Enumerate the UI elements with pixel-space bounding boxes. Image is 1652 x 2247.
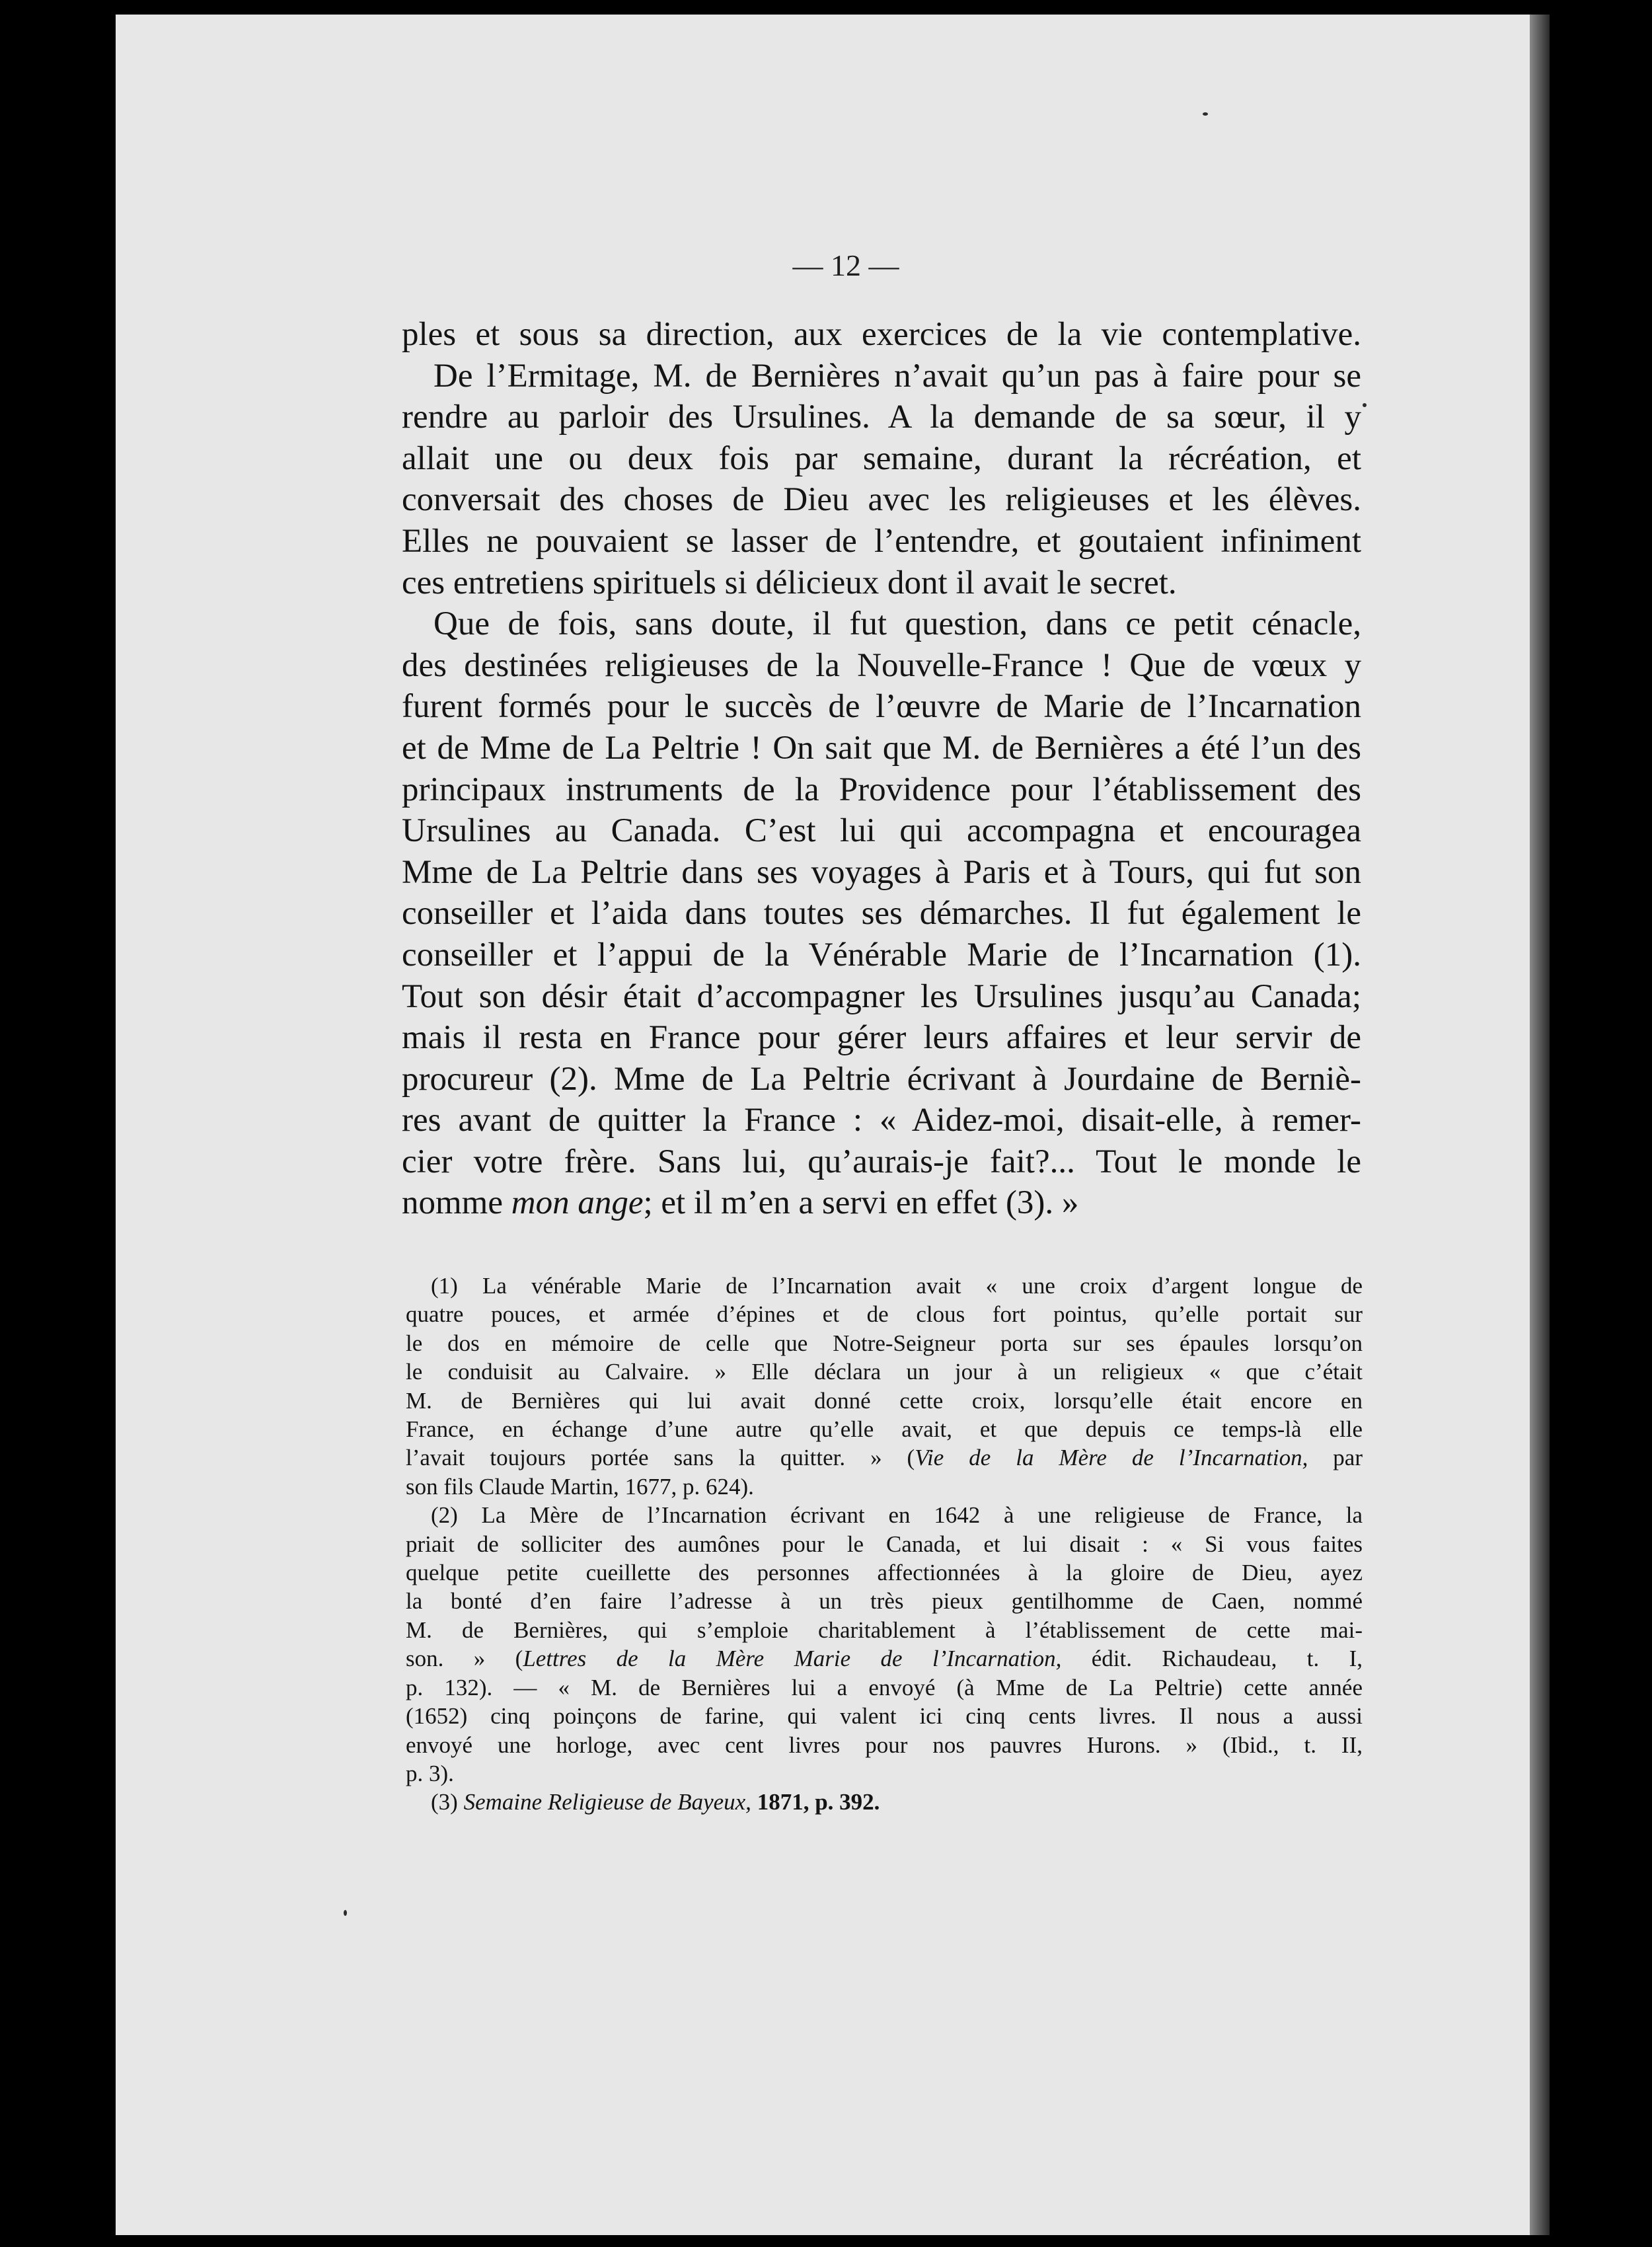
dust-speck: [344, 1910, 347, 1916]
body-line: Tout son désir était d’accompagner les Ursulines jusqu’au Canada;: [402, 977, 1361, 1015]
footnote-line: (2) La Mère de l’Incarnation écrivant en 1642 à une religieuse de France, la: [431, 1502, 1363, 1529]
body-line: furent formés pour le succès de l’œuvre de Marie de l’Incarnation: [402, 688, 1361, 726]
italic-phrase: mon ange: [511, 1184, 644, 1222]
footnote-3: [406, 1788, 1363, 1816]
dust-speck: [1203, 112, 1208, 116]
footnotes: [406, 1272, 1363, 1817]
body-line: res avant de quitter la France : « Aidez-moi, disait-elle, à remer-: [402, 1102, 1361, 1139]
body-line: conseiller et l’aida dans toutes ses démarches. Il fut également le: [402, 895, 1361, 933]
body-line: Elles ne pouvaient se lasser de l’entendre, et goutaient infiniment: [402, 522, 1361, 560]
body-line: Que de fois, sans doute, il fut question, dans ce petit cénacle,: [433, 605, 1361, 643]
footnote-line: M. de Bernières qui lui avait donné cette croix, lorsqu’elle était encore en: [406, 1387, 1363, 1414]
footnote-line: [406, 1443, 1363, 1472]
body-line: mais il resta en France pour gérer leurs affaires et leur servir de: [402, 1019, 1361, 1057]
body-line: Mme de La Peltrie dans ses voyages à Paris et à Tours, qui fut son: [402, 853, 1361, 891]
page-number: — 12 —: [792, 248, 899, 282]
body-line: Ursulines au Canada. C’est lui qui accompagna et encouragea: [402, 812, 1361, 850]
footnote-line: priait de solliciter des aumônes pour le Canada, et lui disait : « Si vous faites: [406, 1531, 1363, 1557]
footnote-line: (1652) cinq poinçons de farine, qui valent ici cinq cents livres. Il nous a aussi: [406, 1703, 1363, 1730]
dust-speck: [1363, 403, 1367, 407]
body-line: allait une ou deux fois par semaine, durant la récréation, et: [402, 439, 1361, 477]
body-line: conseiller et l’appui de la Vénérable Marie de l’Incarnation (1).: [402, 936, 1361, 973]
body-line: [402, 1182, 1361, 1224]
footnote-line: France, en échange d’une autre qu’elle avait, et que depuis ce temps-là elle: [406, 1416, 1363, 1443]
body-line: des destinées religieuses de la Nouvelle-France ! Que de vœux y: [402, 646, 1361, 684]
body-line: De l’Ermitage, M. de Bernières n’avait qu’un pas à faire pour se: [433, 357, 1361, 395]
footnote-line: le dos en mémoire de celle que Notre-Seigneur porta sur ses épaules lorsqu’on: [406, 1330, 1363, 1356]
footnote-text-run: 1871, p. 392.: [751, 1789, 880, 1815]
footnote-line: quatre pouces, et armée d’épines et de clous fort pointus, qu’elle portait sur: [406, 1301, 1363, 1328]
page-fold-shadow: [1530, 15, 1550, 2235]
footnote-1: [406, 1272, 1363, 1501]
body-text-run: nomme: [402, 1184, 511, 1222]
body-text-run: ; et il m’en a servi en effet (3). »: [643, 1184, 1079, 1222]
body-text: [402, 314, 1361, 1224]
body-line: et de Mme de La Peltrie ! On sait que M. de Bernières a été l’un des: [402, 729, 1361, 767]
body-line: rendre au parloir des Ursulines. A la demande de sa sœur, il y: [402, 399, 1361, 436]
footnote-line: [406, 1644, 1363, 1673]
footnote-text-run: l’avait toujours portée sans la quitter. » (: [406, 1445, 915, 1471]
footnote-line: son fils Claude Martin, 1677, p. 624).: [406, 1473, 754, 1500]
footnote-line: la bonté d’en faire l’adresse à un très pieux gentilhomme de Caen, nommé: [406, 1588, 1363, 1615]
citation-title: Lettres de la Mère Marie de l’Incarnation,: [523, 1646, 1062, 1672]
body-line: cier votre frère. Sans lui, qu’aurais-je fait?... Tout le monde le: [402, 1143, 1361, 1180]
body-line: ces entretiens spirituels si délicieux dont il avait le secret.: [402, 564, 1177, 601]
footnote-line: (1) La vénérable Marie de l’Incarnation avait « une croix d’argent longue de: [431, 1273, 1363, 1299]
footnote-line: [406, 1788, 1363, 1816]
footnote-line: quelque petite cueillette des personnes affectionnées à la gloire de Dieu, ayez: [406, 1560, 1363, 1586]
footnote-2: [406, 1501, 1363, 1788]
footnote-line: envoyé une horloge, avec cent livres pour nos pauvres Hurons. » (Ibid., t. II,: [406, 1732, 1363, 1758]
footnote-text-run: par: [1308, 1445, 1363, 1471]
body-line: conversait des choses de Dieu avec les religieuses et les élèves.: [402, 481, 1361, 519]
footnote-text-run: (3): [431, 1789, 464, 1815]
body-line: procureur (2). Mme de La Peltrie écrivant à Jourdaine de Berniè-: [402, 1060, 1361, 1098]
body-line: principaux instruments de la Providence pour l’établissement des: [402, 771, 1361, 808]
footnote-line: M. de Bernières, qui s’emploie charitablement à l’établissement de cette mai-: [406, 1617, 1363, 1643]
footnote-line: le conduisit au Calvaire. » Elle déclara un jour à un religieux « que c’était: [406, 1359, 1363, 1385]
body-line: ples et sous sa direction, aux exercices de la vie contemplative.: [402, 316, 1361, 353]
footnote-line: p. 132). — « M. de Bernières lui a envoyé (à Mme de La Peltrie) cette année: [406, 1674, 1363, 1700]
citation-title: Vie de la Mère de l’Incarnation,: [915, 1445, 1308, 1471]
footnote-text-run: édit. Richaudeau, t. I,: [1061, 1646, 1363, 1672]
citation-title: Semaine Religieuse de Bayeux,: [463, 1789, 751, 1815]
footnote-line: p. 3).: [406, 1760, 454, 1786]
footnote-text-run: son. » (: [406, 1646, 523, 1672]
